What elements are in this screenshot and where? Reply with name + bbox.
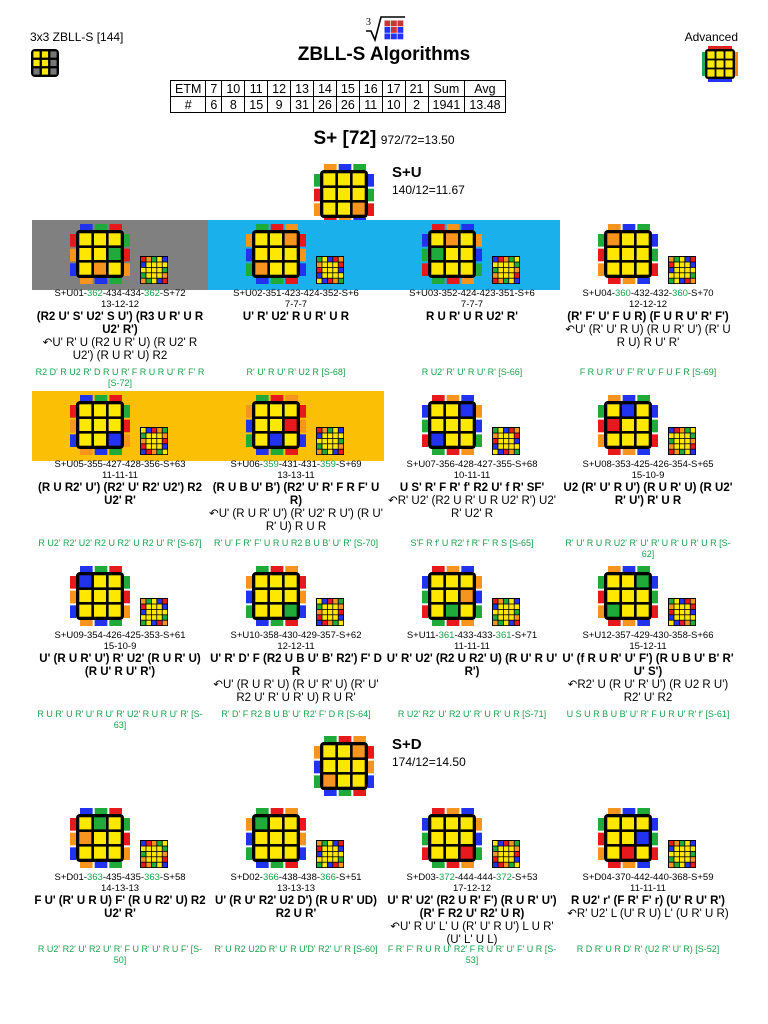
case-diagram [384,806,560,872]
case-code-part: 361 [438,630,455,641]
stats-cell: 26 [313,97,336,113]
main-algorithm: (R U B U' B') (R2' U' R' F R F' U R) [212,482,380,507]
stats-cell: 10 [222,81,245,97]
case-code-part: -435-435- [102,872,145,883]
group-stat: 174/12=14.50 [392,755,466,769]
section-title [0,128,768,150]
case-code-part: -S+71 [511,630,538,641]
case-diagram [208,393,384,459]
case-code-part: S+U02-351-423-424-352-S+6 [233,288,359,299]
inverse-algorithm: R' U R2 U2D R' U' R U'D' R2' U' R [S-60] [214,944,378,954]
move-counts: 11-11-11 [102,470,138,481]
case-diagram [560,806,736,872]
alt-algorithm: ↶U' R' U (R2 U R' U) (R U2' R U2') (R U R' U) R2 [42,337,198,362]
group-stat: 140/12=11.67 [392,183,465,197]
case-code-part: S+D03- [406,872,439,883]
cube-top-view [70,566,130,631]
case-diagram [384,393,560,459]
main-algorithm: (R' F' U' F U R) (F U R U' R' F') [567,311,729,323]
case-card [384,564,560,724]
move-counts: 13-13-11 [277,470,315,481]
stats-cell: 12 [268,81,291,97]
cube-top-view [70,224,130,289]
cube-net-view [140,840,168,873]
case-code-part: 366 [320,872,336,883]
stats-cell: 8 [222,97,245,113]
stats-cell: 13 [291,81,314,97]
case-code [384,872,560,883]
inverse-algorithm: R U2' R2' U' R2 U' R' U R' U R [S-71] [397,709,547,719]
stats-cell: Sum [428,81,465,97]
case-code-part: S+U03-352-424-423-351-S+6 [409,288,535,299]
case-diagram [32,393,208,459]
main-algorithm: (R U R2' U') (R2' U' R2' U2') R2 U2' R' [37,482,202,507]
case-code-part: S+U08-353-425-426-354-S+65 [582,459,714,470]
case-diagram [560,222,736,288]
case-diagram [208,222,384,288]
move-counts: 14-13-13 [100,883,140,894]
move-counts: 10-11-11 [453,470,491,481]
group-header-sd [314,736,514,792]
move-counts: 17-12-12 [452,883,492,894]
case-code [208,288,384,299]
cube-top-view [70,808,130,873]
case-code-part: -438-438- [278,872,321,883]
header-right [685,30,738,85]
case-code-part: -S+72 [159,288,186,299]
stats-cell: 9 [268,97,291,113]
stats-cell: 10 [382,97,405,113]
main-algorithm: U' R' U2' R U R' U R [242,311,350,323]
case-code [208,630,384,641]
inverse-algorithm: R U2' R' U' R U' R' [S-66] [421,367,523,377]
stats-cell: 11 [359,97,382,113]
case-code-part: 359 [320,459,336,470]
case-card [32,564,208,730]
case-code-part: 361 [495,630,512,641]
case-code-part: 360 [672,288,688,299]
inverse-algorithm: R U2' R2' U2' R2 U R2' U R2 U' R' [S-67] [38,538,202,548]
cube-top-view [246,566,306,631]
alt-algorithm: ↶U' (R U R' U) (R U' R' U) (R' U' R2 U' R' U R' U) R U R' [213,679,379,704]
main-algorithm: (R2 U' S' U2' S U') (R3 U R' U R U2' R') [36,311,204,336]
case-card [208,806,384,966]
cube-net-view [668,840,696,873]
stats-cell: # [171,97,206,113]
case-code-part: S+U05-355-427-428-356-S+63 [54,459,186,470]
move-counts: 13-13-13 [276,883,316,894]
cube-top-view [422,395,482,460]
main-algorithm: U' (f R U R' U' F') (R U B U' B' R' U' S') [562,653,734,678]
case-code-part: 363 [144,872,160,883]
case-code-part: 372 [438,872,455,883]
case-code-part: -S+53 [511,872,538,883]
stats-cell: 21 [405,81,428,97]
case-code-part: S+D02- [230,872,263,883]
move-counts: 15-12-11 [629,641,667,652]
logo-icon [364,14,406,47]
alt-algorithm: ↶U' R U' L' U (R' U' R U') L U R' (U' L' U L) [390,921,554,946]
main-algorithm: U' (R U' R2' U2 D') (R U R' UD) R2 U R' [215,895,377,920]
case-diagram [384,564,560,630]
left-label: 3x3 ZBLL-S [144] [30,30,124,44]
cube-top-view [598,224,658,289]
cube-top-view [598,395,658,460]
alt-algorithm: ↶R' U2' L (U' R U) L' (U R' U R) [567,908,729,920]
inverse-algorithm: R' U' F R' F' U R U R2 B U B' U' R' [S-70] [213,538,379,548]
cube-top-view [422,566,482,631]
case-code-part: -S+58 [159,872,186,883]
case-code-part: 362 [86,288,103,299]
main-algorithm: R U2' r' (F R' F' r) (U' R U' R') [571,895,725,907]
stats-table [170,80,506,113]
svg-text:3: 3 [366,17,371,28]
case-code-part: -S+69 [335,459,362,470]
case-diagram [32,222,208,288]
cube-net-view [316,598,344,631]
cube-net-view [492,840,520,873]
case-card [208,222,384,382]
cube-net-view [492,427,520,460]
move-counts: 11-11-11 [454,641,490,652]
case-card [32,806,208,966]
case-code [560,288,736,299]
section-stat: 972/72=13.50 [380,133,455,147]
cube-net-view [492,256,520,289]
cube-net-view [316,427,344,460]
stats-cell: 6 [206,97,222,113]
cube-top-view [246,395,306,460]
case-card [208,393,384,553]
move-counts: 15-10-9 [631,470,665,481]
alt-algorithm: ↶R2' U (R U' R' U') (R U2 R U') R2' U' R2 [567,679,729,704]
case-diagram [384,222,560,288]
case-card [384,393,560,553]
case-code-part: 362 [144,288,160,299]
main-algorithm: F U' (R' U R U) F' (R U R2' U) R2 U2' R' [34,895,206,920]
case-code-part: S+U06- [230,459,263,470]
cube-net-view [668,598,696,631]
group-cube-sd [314,736,374,801]
cube-net-view [316,840,344,873]
case-code-part: 372 [496,872,512,883]
alt-algorithm: ↶U' (R' U' R U) (R U R' U') (R' U R U) R U' R' [565,324,731,349]
case-code-part: S+U09-354-426-425-353-S+61 [54,630,186,641]
case-code-part: -432-432- [630,288,673,299]
move-counts: 7-7-7 [284,299,308,310]
stats-cell: 15 [336,81,359,97]
section-name: S+ [72] [313,128,377,149]
case-code-part: 360 [614,288,631,299]
main-algorithm: U' R' U2' (R2 U R2' U) (R U' R U' R') [386,653,558,678]
stats-cell: 31 [291,97,314,113]
case-card [32,222,208,388]
case-code-part: S+D01- [54,872,87,883]
case-code-part: S+U07-356-428-427-355-S+68 [406,459,538,470]
stats-cell: 17 [382,81,405,97]
case-card [560,806,736,966]
case-code-part: -S+51 [335,872,362,883]
case-code-part: -433-433- [454,630,496,641]
case-card [560,222,736,382]
inverse-algorithm: R U2' R2' U' R2 U' R' F U R' U' R U F' [S-50] [37,944,203,965]
alt-algorithm: ↶R' U2' (R2 U R' U R U2' R') U2' R' U2' R [388,495,556,520]
case-card [560,564,736,724]
cube-net-view [668,427,696,460]
cube-top-view [70,395,130,460]
move-counts: 11-11-11 [630,883,666,894]
stats-cell: 15 [245,97,268,113]
case-code-part: S+U04- [582,288,615,299]
cube-net-view [492,598,520,631]
case-code [32,872,208,883]
case-diagram [208,806,384,872]
move-counts: 7-7-7 [460,299,484,310]
group-name: S+D [392,736,422,753]
case-card [560,393,736,559]
main-algorithm: U' R' U2' (R2 U R' F') (R U R' U') (R' F R2 U' R2' U R) [387,895,557,920]
case-code-part: S+U11- [406,630,439,641]
case-code-part: -444-444- [454,872,497,883]
cube-top-view [246,224,306,289]
page-title: ZBLL-S Algorithms [297,44,471,65]
case-diagram [32,806,208,872]
case-code [560,872,736,883]
case-code [208,872,384,883]
inverse-algorithm: R' D' F R2 B U B' U' R2' F' D R [S-64] [221,709,371,719]
main-algorithm: U' (R U R' U') R' U2' (R U R' U) (R U' R U' R') [39,653,201,678]
inverse-algorithm: R' U' R U' R' U2 R [S-68] [246,367,346,377]
case-code-part: S+D04-370-442-440-368-S+59 [582,872,714,883]
case-card [384,806,560,966]
move-counts: 12-12-11 [277,641,315,652]
inverse-algorithm: F R U R' U' F' R' U' F U F R [S-69] [579,367,717,377]
case-diagram [32,564,208,630]
case-code-part: S+U10-358-430-429-357-S+62 [230,630,362,641]
case-code [32,288,208,299]
cube-top-view [422,224,482,289]
cube-top-view [246,808,306,873]
stats-row-count [171,97,506,113]
cube-net-view [140,598,168,631]
stats-cell: 11 [245,81,268,97]
inverse-algorithm: U S U R B U B' U' R' F U R U' R' f' [S-61] [566,709,730,719]
inverse-algorithm: R2 D' R U2 R' D R U R' F R U R U' R' F' R [S-72] [35,367,205,388]
stats-cell: 1941 [428,97,465,113]
group-header-su [314,164,514,220]
cube-net-view [140,256,168,289]
case-diagram [560,564,736,630]
case-code-part: 363 [86,872,103,883]
stats-cell: 26 [336,97,359,113]
case-card [384,222,560,382]
case-code [384,459,560,470]
case-diagram [208,564,384,630]
case-code-part: 359 [262,459,279,470]
stats-cell: ETM [171,81,206,97]
alt-algorithm: ↶U' (R U R' U') (R' U2' R U') (R U' R' U) R U R [209,508,383,533]
case-code-part: S+U01- [54,288,87,299]
case-code [32,630,208,641]
cube-net-view [140,427,168,460]
move-counts: 12-12-12 [628,299,668,310]
case-code [208,459,384,470]
case-card [208,564,384,724]
case-card [32,393,208,553]
stats-cell: 14 [313,81,336,97]
inverse-algorithm: F R' F' R U R U' R2' F R U R' U' F' U R [S-53] [387,944,557,965]
case-code-part: S+U12-357-429-430-358-S+66 [582,630,714,641]
cube-net-view [316,256,344,289]
case-code-part: -434-434- [102,288,145,299]
case-code [560,459,736,470]
case-code-part: 366 [262,872,279,883]
main-algorithm: U2 (R' U' R U') (R U R' U) (R U2' R' U') R' U R [563,482,733,507]
right-label: Advanced [684,30,738,44]
inverse-algorithm: R' U' R U R U2' R' U' R' U R' U R' U R [S-62] [565,538,731,559]
group-name: S+U [392,164,422,181]
move-counts: 15-10-9 [103,641,137,652]
main-algorithm: U' R' D' F (R2 U B U' B' R2') F' D R [210,653,382,678]
case-code [32,459,208,470]
main-algorithm: U S' R' F R' f' R2 U' f R' SF' [399,482,545,494]
inverse-algorithm: R U R' U R' U' R U' R' U2' R U R U' R' [S-63] [37,709,203,730]
cube-net-view [668,256,696,289]
main-algorithm: R U R' U R U2' R' [426,311,518,323]
case-code [560,630,736,641]
inverse-algorithm: R D R' U R D' R' (U2 R' U' R) [S-52] [576,944,720,954]
cube-top-view [598,566,658,631]
case-code [384,288,560,299]
inverse-algorithm: S'F R f' U R2' f R' F' R S [S-65] [410,538,534,548]
cube-icon-small-right [702,46,738,85]
move-counts: 13-12-12 [100,299,140,310]
stats-cell: 2 [405,97,428,113]
stats-cell: 13.48 [465,97,505,113]
cube-top-view [598,808,658,873]
case-code-part: -431-431- [278,459,321,470]
stats-cell: 7 [206,81,222,97]
stats-row-etm [171,81,506,97]
stats-cell: 16 [359,81,382,97]
case-diagram [560,393,736,459]
case-code-part: -S+70 [687,288,714,299]
cube-top-view [422,808,482,873]
stats-cell: Avg [465,81,505,97]
case-code [384,630,560,641]
